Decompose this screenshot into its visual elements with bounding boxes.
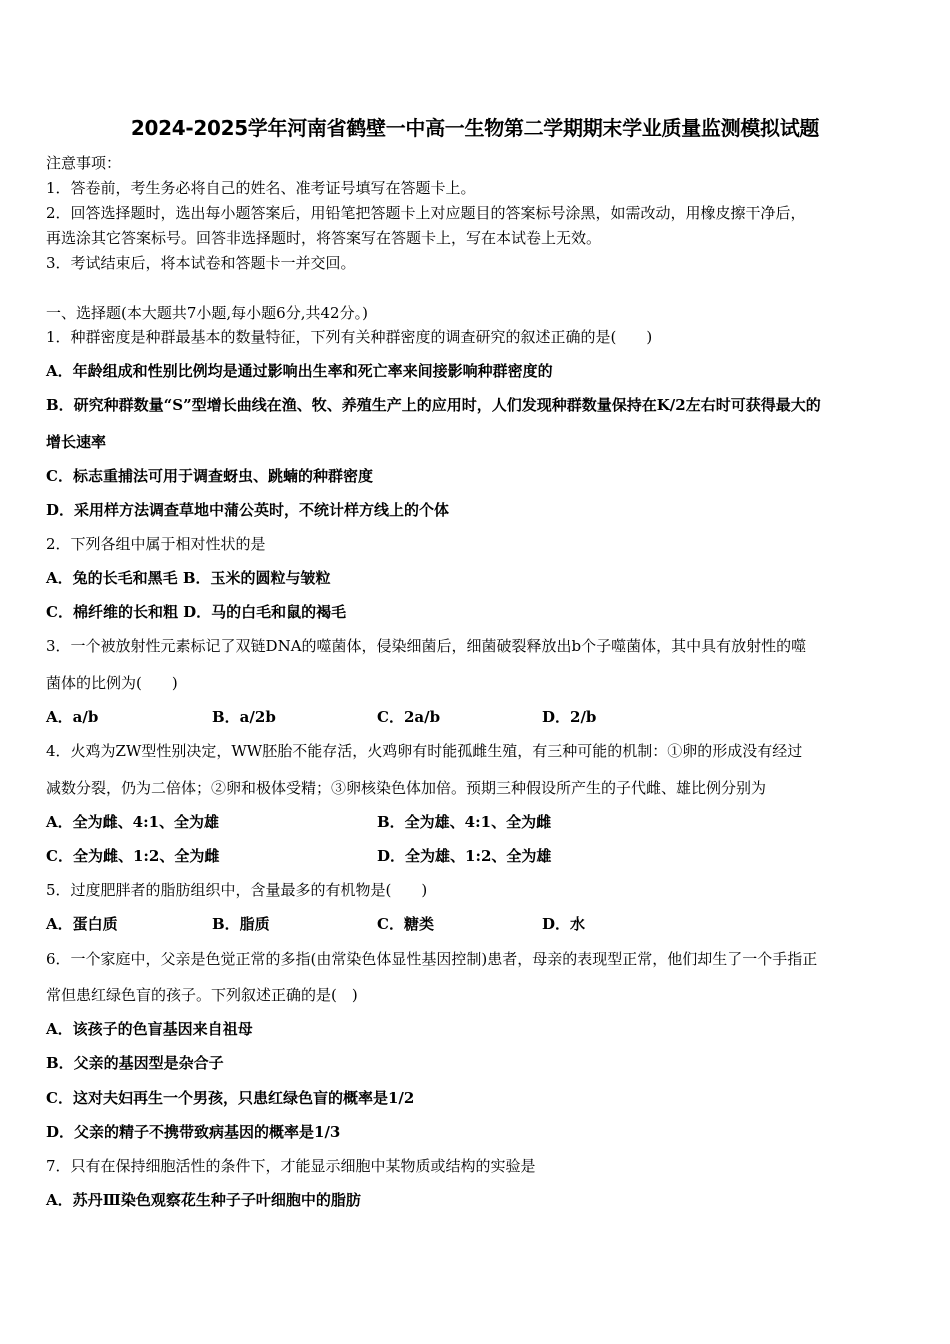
q7-option-a: A．苏丹Ⅲ染色观察花生种子子叶细胞中的脂肪 — [46, 1191, 361, 1209]
section-heading: 一、选择题(本大题共7小题,每小题6分,共42分。) — [46, 304, 368, 322]
q3-option-d: D．2/b — [542, 708, 597, 726]
q4-option-b: B．全为雄、4:1、全为雌 — [377, 813, 552, 831]
q1-option-b: B．研究种群数量“S”型增长曲线在渔、牧、养殖生产上的应用时，人们发现种群数量保持在K/2左右时可获得最大的 — [46, 396, 821, 414]
q3-option-b: B．a/2b — [212, 708, 276, 726]
q6-stem: 6．一个家庭中，父亲是色觉正常的多指(由常染色体显性基因控制)患者，母亲的表现型正常，他们却生了一个手指正 — [46, 950, 818, 968]
q2-options-ab: A．兔的长毛和黑毛 B．玉米的圆粒与皱粒 — [46, 569, 331, 587]
q3-option-c: C．2a/b — [377, 708, 441, 726]
q7-stem: 7．只有在保持细胞活性的条件下，才能显示细胞中某物质或结构的实验是 — [46, 1157, 536, 1175]
q1-option-a: A．年龄组成和性别比例均是通过影响出生率和死亡率来间接影响种群密度的 — [46, 362, 553, 380]
notice-item-2: 2．回答选择题时，选出每小题答案后，用铅笔把答题卡上对应题目的答案标号涂黑，如需改动，用橡皮擦干净后， — [46, 204, 806, 222]
q3-option-a: A．a/b — [46, 708, 99, 726]
q1-stem: 1．种群密度是种群最基本的数量特征，下列有关种群密度的调查研究的叙述正确的是( ) — [46, 328, 653, 346]
q4-option-d: D．全为雄、1:2、全为雄 — [377, 847, 552, 865]
q5-option-c: C．糖类 — [377, 915, 434, 933]
q4-stem: 4．火鸡为ZW型性别决定，WW胚胎不能存活，火鸡卵有时能孤雌生殖，有三种可能的机制：①卵的形成没有经过 — [46, 742, 803, 760]
q6-option-a: A．该孩子的色盲基因来自祖母 — [46, 1020, 253, 1038]
q6-option-c: C．这对夫妇再生一个男孩，只患红绿色盲的概率是1/2 — [46, 1089, 415, 1107]
q4-stem-cont: 减数分裂，仍为二倍体；②卵和极体受精；③卵核染色体加倍。预期三种假设所产生的子代雌、雄比例分别为 — [46, 779, 767, 797]
q6-option-b: B．父亲的基因型是杂合子 — [46, 1054, 224, 1072]
q2-stem: 2．下列各组中属于相对性状的是 — [46, 535, 266, 553]
q5-stem: 5．过度肥胖者的脂肪组织中，含量最多的有机物是( ) — [46, 881, 428, 899]
notice-item-1: 1．答卷前，考生务必将自己的姓名、准考证号填写在答题卡上。 — [46, 179, 476, 197]
q1-option-d: D．采用样方法调查草地中蒲公英时，不统计样方线上的个体 — [46, 501, 450, 519]
q3-stem-cont: 菌体的比例为( ) — [46, 674, 178, 692]
q4-option-c: C．全为雌、1:2、全为雌 — [46, 847, 220, 865]
q6-stem-cont: 常但患红绿色盲的孩子。下列叙述正确的是( ) — [46, 986, 358, 1004]
q1-option-b-cont: 增长速率 — [46, 433, 107, 451]
q4-option-a: A．全为雌、4:1、全为雄 — [46, 813, 220, 831]
q3-stem: 3．一个被放射性元素标记了双链DNA的噬菌体，侵染细菌后，细菌破裂释放出b个子噬菌体，其中具有放射性的噬 — [46, 637, 807, 655]
q2-options-cd: C．棉纤维的长和粗 D．马的白毛和鼠的褐毛 — [46, 603, 347, 621]
notice-item-2-cont: 再选涂其它答案标号。回答非选择题时，将答案写在答题卡上，写在本试卷上无效。 — [46, 229, 602, 247]
q5-option-a: A．蛋白质 — [46, 915, 118, 933]
q5-option-b: B．脂质 — [212, 915, 270, 933]
q1-option-c: C．标志重捕法可用于调查蚜虫、跳蝻的种群密度 — [46, 467, 373, 485]
notice-item-3: 3．考试结束后，将本试卷和答题卡一并交回。 — [46, 254, 356, 272]
q6-option-d: D．父亲的精子不携带致病基因的概率是1/3 — [46, 1123, 341, 1141]
page-title: 2024-2025学年河南省鹤壁一中高一生物第二学期期末学业质量监测模拟试题 — [130, 116, 820, 140]
notice-heading: 注意事项： — [46, 154, 122, 172]
q5-option-d: D．水 — [542, 915, 586, 933]
